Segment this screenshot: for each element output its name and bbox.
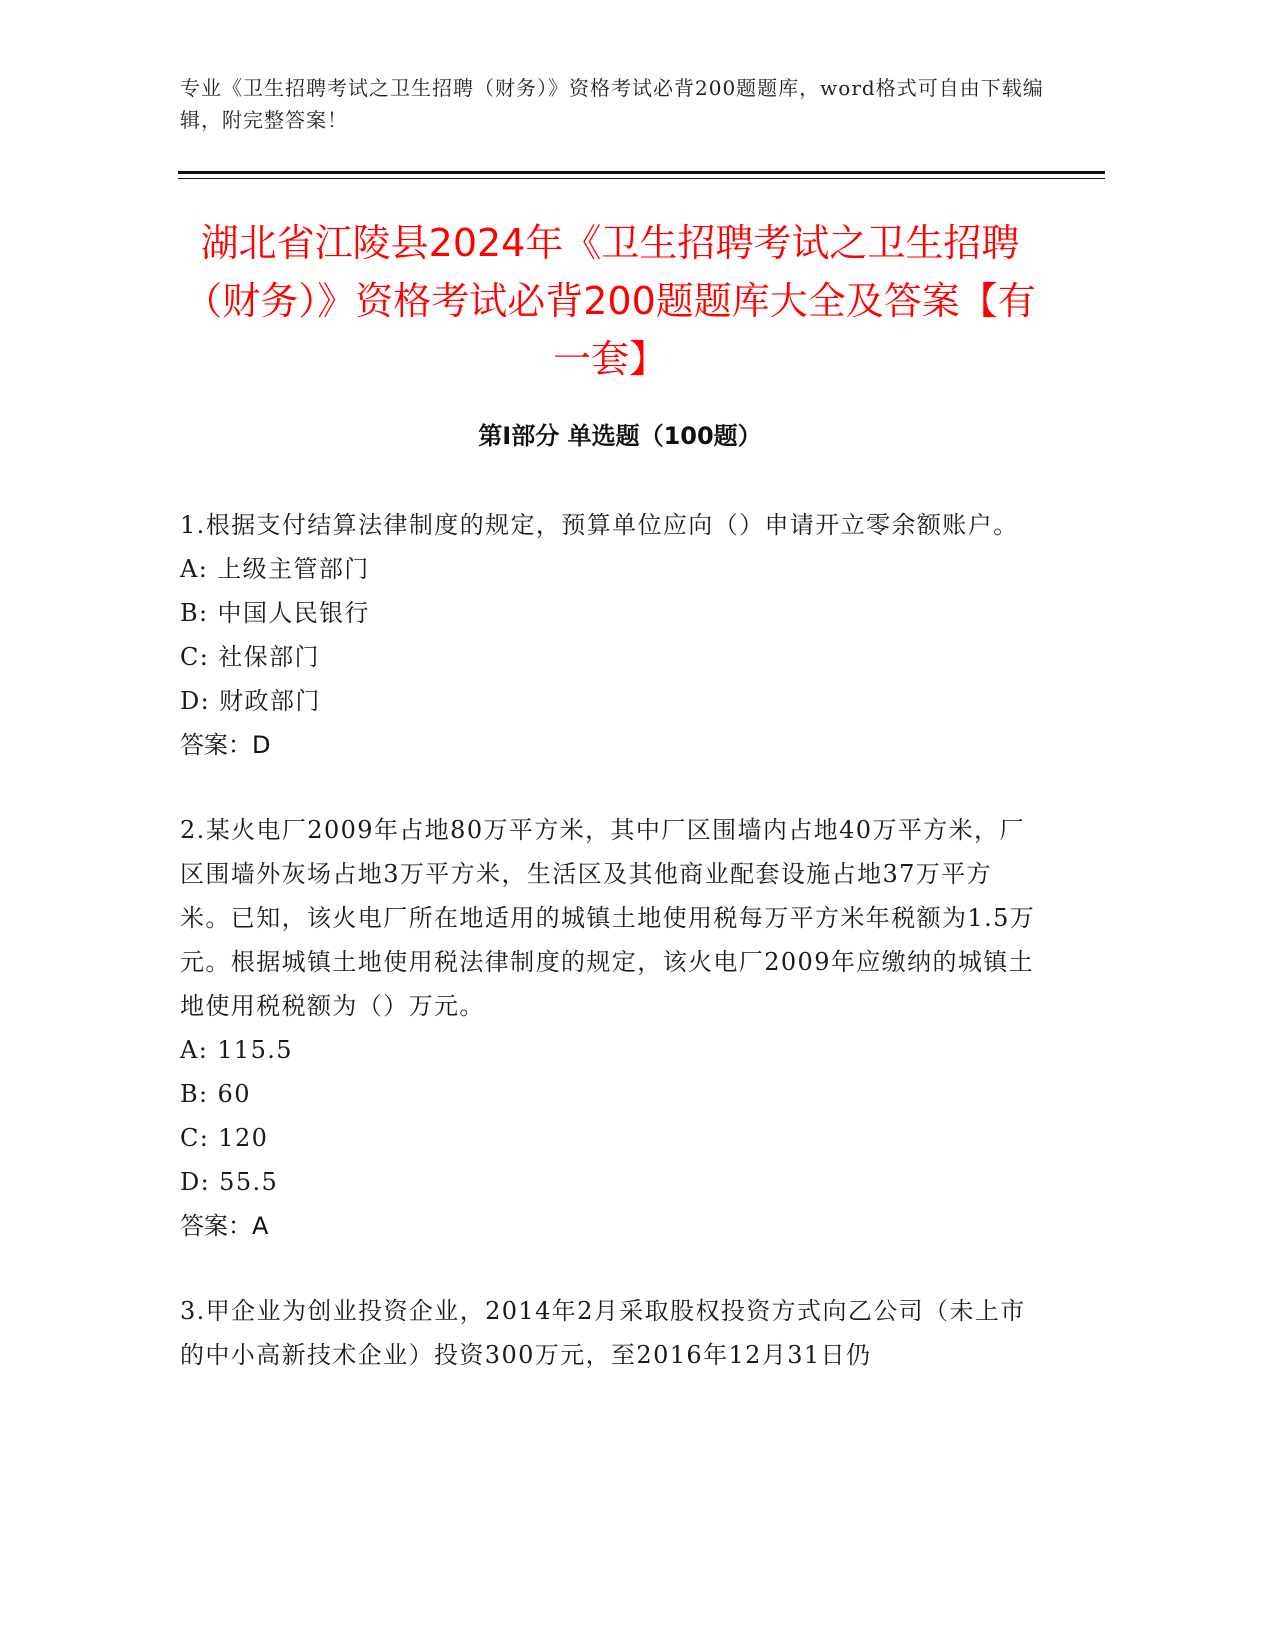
answer: 答案：D [180,731,271,759]
header-note: 专业《卫生招聘考试之卫生招聘（财务）》资格考试必背200题题库，word格式可自由下载编辑，附完整答案！ [180,76,1044,132]
answer: 答案：A [180,1212,269,1240]
option-d: D: 55.5 [180,1168,279,1196]
option-a: A: 上级主管部门 [180,555,370,583]
question-stem: 3.甲企业为创业投资企业，2014年2月采取股权投资方式向乙公司（未上市的中小高新技术企业）投资300万元，至2016年12月31日仍 [180,1297,1026,1369]
question-2 [180,808,1040,1248]
option-d: D: 财政部门 [180,687,321,715]
option-c: C: 社保部门 [180,643,320,671]
question-list [180,503,1040,1418]
header-divider-thin [178,178,1105,179]
header-divider-thick [178,171,1105,174]
question-3 [180,1289,1040,1377]
option-b: B: 中国人民银行 [180,599,370,627]
question-1 [180,503,1040,767]
option-b: B: 60 [180,1080,251,1108]
document-title: 湖北省江陵县2024年《卫生招聘考试之卫生招聘（财务）》资格考试必背200题题库大全及答案【有一套】 [184,221,1036,381]
question-stem: 1.根据支付结算法律制度的规定，预算单位应向（）申请开立零余额账户。 [180,511,1019,539]
section-heading: 第I部分 单选题（100题） [478,422,762,450]
option-c: C: 120 [180,1124,269,1152]
option-a: A: 115.5 [180,1036,293,1064]
question-stem: 2.某火电厂2009年占地80万平方米，其中厂区围墙内占地40万平方米，厂区围墙外灰场占地3万平方米，生活区及其他商业配套设施占地37万平方米。已知，该火电厂所在地适用的城镇土地使用税每万平方米年税额为1.5万元。根据城镇土地使用税法律制度的规定，该火电厂2009年应缴纳的城镇土地使用税税额为（）万元。 [180,816,1036,1020]
